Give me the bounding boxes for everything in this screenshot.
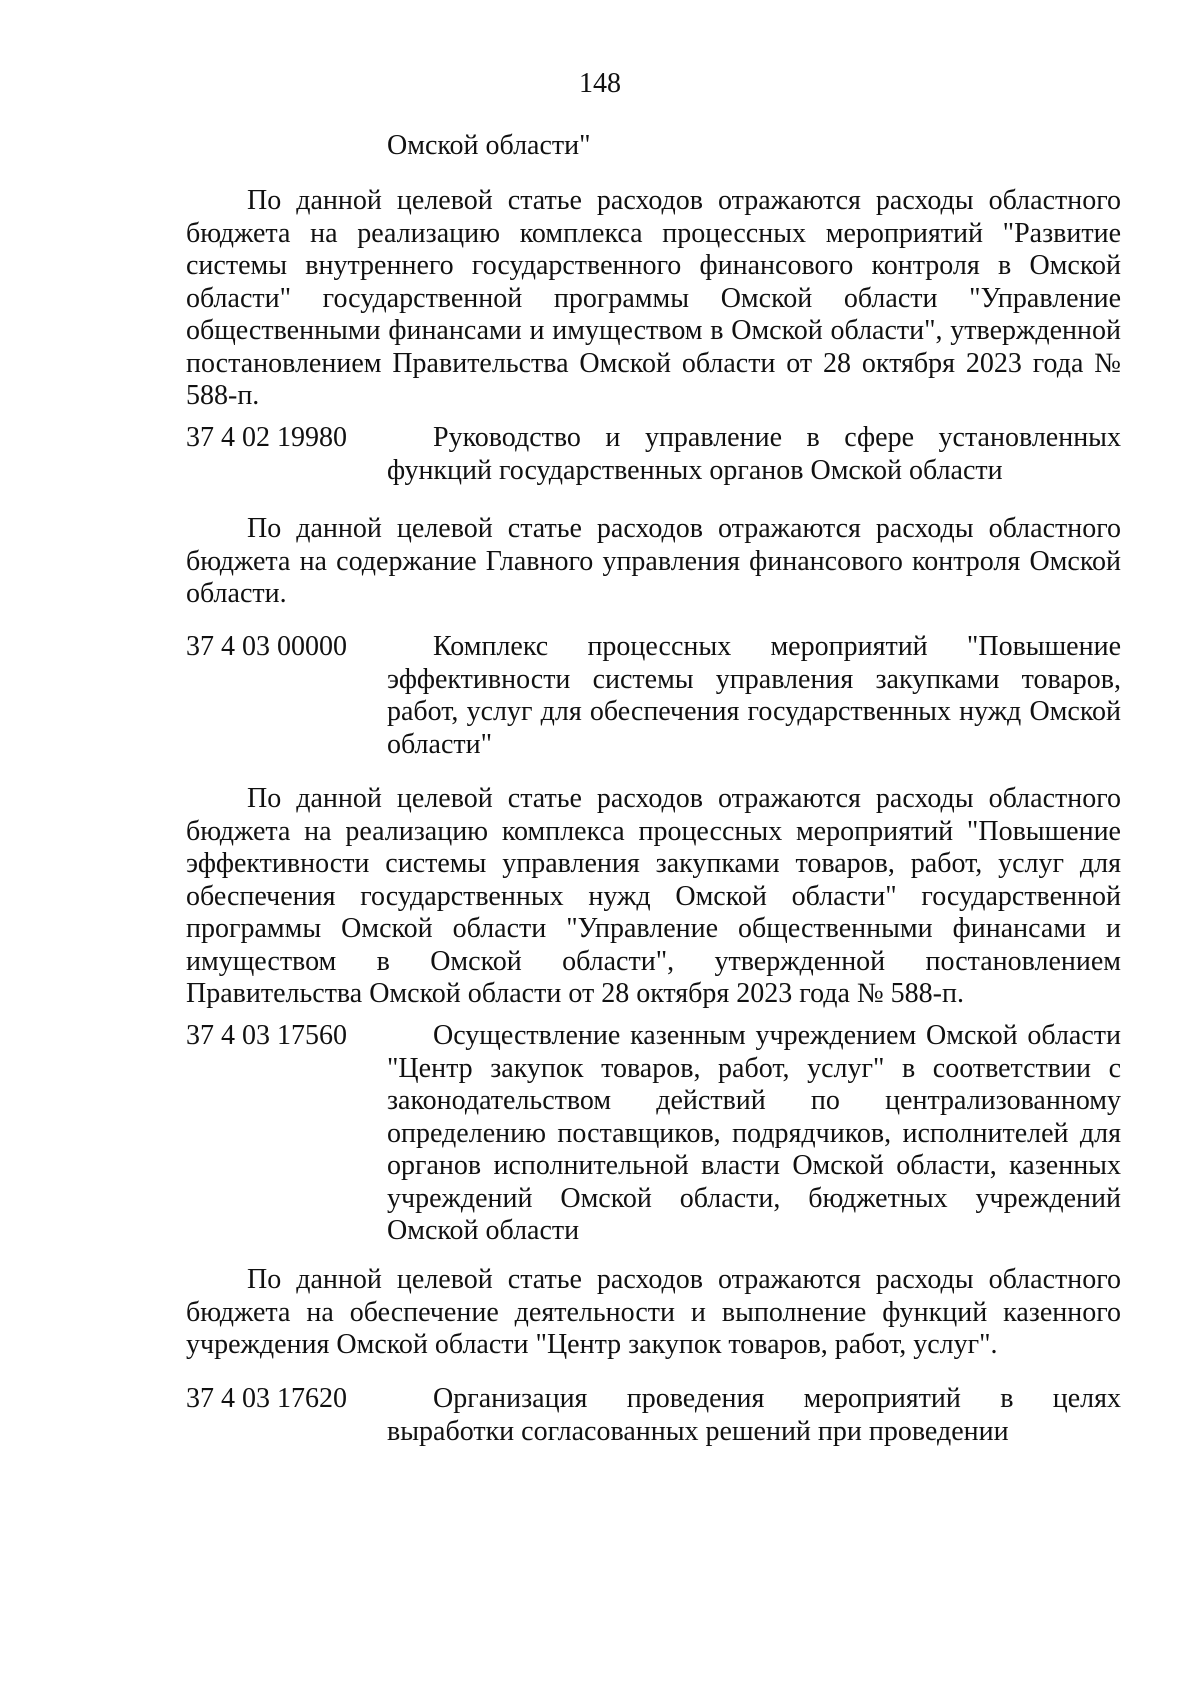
budget-code: 37 4 03 17620 xyxy=(186,1383,347,1414)
continuation-line: Омской области" xyxy=(387,130,591,161)
budget-code: 37 4 03 00000 xyxy=(186,631,347,662)
page-number: 148 xyxy=(579,68,621,99)
paragraph-text: По данной целевой статье расходов отражаются расходы областного бюджета на содержание Главного управления финансового контроля Омской области. xyxy=(186,513,1121,609)
budget-entry-title: Руководство и управление в сфере установленных функций государственных органов Омской области xyxy=(387,422,1121,486)
paragraph-3 xyxy=(186,783,1121,1011)
continuation-text xyxy=(387,130,1121,163)
paragraph-2 xyxy=(186,513,1121,611)
budget-entry-title: Осуществление казенным учреждением Омской области "Центр закупок товаров, работ, услуг" в соответствии с законодательством действий по централизованному определению поставщиков, подрядчиков, исполнителей для органов исполнительной власти Омской области, казенных учреждений Омской области, бюджетных учреждений Омской области xyxy=(387,1020,1121,1246)
budget-entry-title: Комплекс процессных мероприятий "Повышение эффективности системы управления закупками товаров, работ, услуг для обеспечения государственных нужд Омской области" xyxy=(387,631,1121,760)
budget-code: 37 4 03 17560 xyxy=(186,1020,347,1051)
paragraph-1 xyxy=(186,185,1121,413)
budget-entry-title: Организация проведения мероприятий в целях выработки согласованных решений при проведении xyxy=(387,1383,1121,1447)
paragraph-4 xyxy=(186,1264,1121,1362)
paragraph-text: По данной целевой статье расходов отражаются расходы областного бюджета на обеспечение деятельности и выполнение функций казенного учреждения Омской области "Центр закупок товаров, работ, услуг". xyxy=(186,1264,1121,1360)
paragraph-text: По данной целевой статье расходов отражаются расходы областного бюджета на реализацию комплекса процессных мероприятий "Развитие системы внутреннего государственного финансового контроля в Омской области" государственной программы Омской области "Управление общественными финансами и имуществом в Омской области", утвержденной постановлением Правительства Омской области от 28 октября 2023 года № 588-п. xyxy=(186,185,1121,411)
budget-code: 37 4 02 19980 xyxy=(186,422,347,453)
paragraph-text: По данной целевой статье расходов отражаются расходы областного бюджета на реализацию комплекса процессных мероприятий "Повышение эффективности системы управления закупками товаров, работ, услуг для обеспечения государственных нужд Омской области" государственной программы Омской области "Управление общественными финансами и имуществом в Омской области", утвержденной постановлением Правительства Омской области от 28 октября 2023 года № 588-п. xyxy=(186,783,1121,1009)
